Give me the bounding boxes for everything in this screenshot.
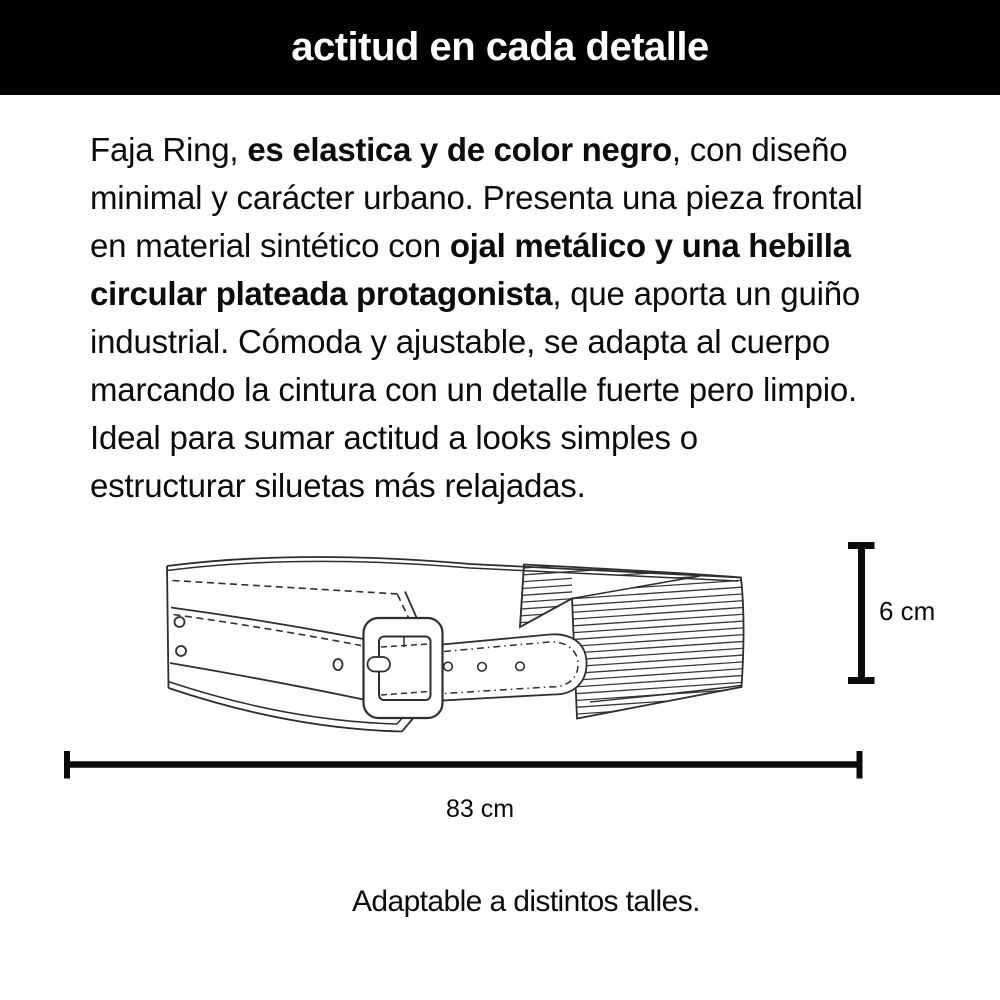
width-measure (67, 751, 860, 779)
elastic-stripe (512, 701, 762, 718)
text-segment: Faja Ring, (90, 131, 248, 168)
strap-right (442, 634, 587, 700)
text-segment: en material sintético con (90, 227, 450, 264)
elastic-stripe (512, 613, 762, 630)
belt-hole (334, 659, 343, 670)
rivet (175, 617, 185, 627)
belt-hole (478, 663, 487, 672)
elastic-stripe (512, 606, 762, 623)
elastic-stripe (512, 593, 762, 610)
text-segment: , con diseño (671, 131, 848, 168)
strap-left (170, 608, 364, 700)
height-measure (848, 545, 875, 681)
text-segment: Ideal para sumar actitud a looks simples o (90, 419, 698, 456)
page-title: actitud en cada detalle (291, 25, 709, 69)
buckle (364, 618, 443, 718)
elastic-stripe (512, 586, 762, 603)
text-segment: estructurar siluetas más relajadas. (90, 467, 586, 504)
height-measure-label: 6 cm (879, 596, 936, 626)
width-measure-label: 83 cm (445, 795, 515, 823)
text-segment-bold: circular plateada protagonista (90, 275, 553, 312)
text-segment: marcando la cintura con un detalle fuerte pero limpio. (90, 371, 857, 408)
text-segment-bold: ojal metálico y una hebilla (449, 227, 851, 264)
elastic-stripe (512, 545, 762, 562)
text-segment-bold: es elastica y de color negro (247, 131, 672, 168)
text-segment: minimal y carácter urbano. Presenta una pieza frontal (90, 179, 863, 216)
belt-hole (444, 662, 453, 671)
text-segment: industrial. Cómoda y ajustable, se adapta al cuerpo (90, 323, 831, 360)
belt-hole (516, 662, 525, 671)
prong-slot (368, 657, 391, 672)
figure-caption: Adaptable a distintos talles. (352, 885, 700, 918)
text-segment: , que aporta un guiño (552, 275, 861, 312)
elastic-stripe (512, 599, 762, 616)
rivet (176, 646, 186, 656)
